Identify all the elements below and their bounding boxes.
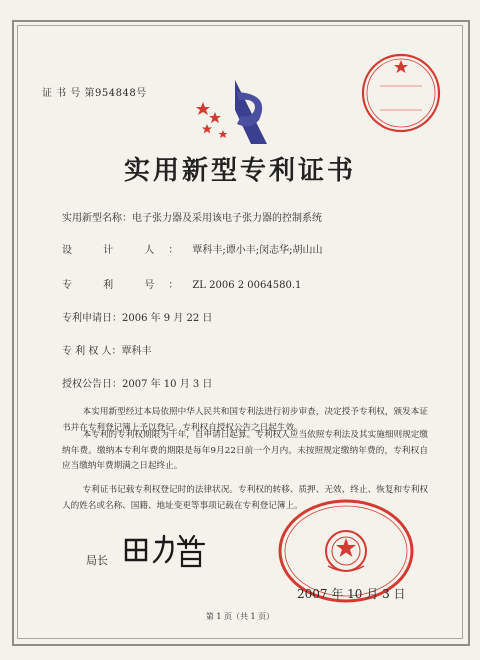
paragraph-term-fees: 本专利的专利权期限为十年，自申请日起算。专利权人应当依照专利法及其实施细则规定缴纳年费。缴纳本专利年费的期限是每年9月22日前一个月内。未按照规定缴纳年费的，专利权自应当缴纳年费期满之日起终止。 (62, 430, 428, 472)
field-application-date: 专利申请日：2006 年 9 月 22 日 (62, 313, 213, 324)
seal-date: 2007 年 10 月 3 日 (297, 587, 406, 601)
field-patentee: 专 利 权 人：覃科丰 (62, 346, 152, 357)
field-grant-date: 授权公告日：2007 年 10 月 3 日 (62, 379, 213, 390)
paragraph-legal-status: 专利证书记载专利权登记时的法律状况。专利权的转移、质押、无效、终止、恢复和专利权人的姓名或名称、国籍、地址变更等事项记载在专利登记簿上。 (62, 485, 428, 511)
field-utility-model-name: 实用新型名称：电子张力器及采用该电子张力器的控制系统 (62, 213, 322, 224)
agency-stamp-icon (360, 52, 442, 134)
director-signature-icon (120, 530, 210, 570)
certificate-number: 证 书 号 第954848号 (42, 88, 147, 99)
field-designers: 设 计 人：覃科丰;谭小丰;闵志华;胡山山 (62, 245, 323, 256)
certificate-title: 实用新型专利证书 (123, 156, 356, 186)
field-patent-number: 专 利 号：ZL 2006 2 0064580.1 (62, 280, 302, 291)
director-label: 局长 (86, 554, 108, 567)
page-number: 第 1 页（共 1 页） (205, 612, 275, 621)
paragraph-grant-decision: 本实用新型经过本局依照中华人民共和国专利法进行初步审查，决定授予专利权，颁发本证书并在专利登记簿上予以登记。专利权自授权公告之日起生效。 (62, 407, 428, 433)
patent-office-emblem-icon (185, 72, 285, 152)
